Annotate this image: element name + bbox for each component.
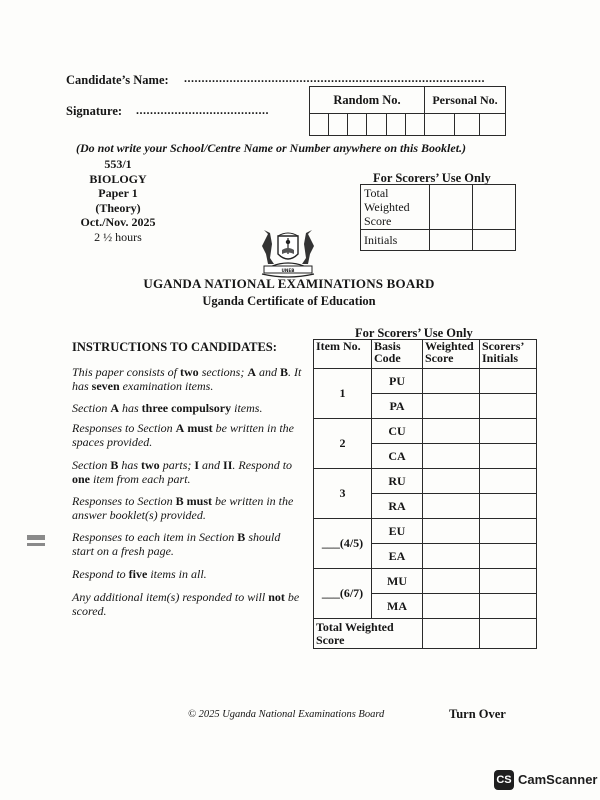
exam-duration: 2 ½ hours (94, 229, 142, 244)
scoring-table (313, 339, 537, 649)
basis-code-header: Basis Code (372, 340, 423, 369)
board-title: UGANDA NATIONAL EXAMINATIONS BOARD (143, 276, 435, 291)
total-initials-cell[interactable] (480, 619, 537, 649)
basis-code: EU (372, 519, 423, 544)
basis-code: PU (372, 369, 423, 394)
initials-cell[interactable] (480, 494, 537, 519)
basis-code: RA (372, 494, 423, 519)
scan-mark (27, 535, 45, 540)
basis-code: MA (372, 594, 423, 619)
weighted-score-cell[interactable] (423, 369, 480, 394)
total-score-cell[interactable] (430, 185, 473, 230)
paper-number: Paper 1 (98, 186, 138, 200)
instruction-item: Responses to Section A must be written in the spaces provided. (72, 421, 294, 449)
scan-mark (27, 543, 45, 546)
personal-digit-box[interactable] (425, 114, 455, 136)
instruction-item: This paper consists of two sections; A and B. It has seven examination items. (72, 365, 302, 393)
random-digit-box[interactable] (367, 114, 386, 136)
total-weighted-score-label: Total Weighted Score (361, 185, 430, 230)
initials-cell[interactable] (480, 394, 537, 419)
random-digit-box[interactable] (386, 114, 405, 136)
copyright-notice: © 2025 Uganda National Examinations Board (188, 709, 385, 720)
weighted-score-cell[interactable] (423, 594, 480, 619)
total-score-cell[interactable] (473, 185, 516, 230)
weighted-score-cell[interactable] (423, 544, 480, 569)
turn-over-label: Turn Over (449, 707, 506, 721)
initials-cell[interactable] (473, 230, 516, 251)
instruction-item: Section B has two parts; I and II. Respond to one item from each part. (72, 458, 293, 486)
personal-digit-box[interactable] (454, 114, 480, 136)
subject-name: BIOLOGY (89, 171, 147, 186)
exam-session: Oct./Nov. 2025 (80, 215, 156, 229)
scoring-row (314, 419, 537, 444)
scoring-table-title: For Scorers’ Use Only (355, 326, 473, 340)
weighted-score-cell[interactable] (423, 419, 480, 444)
instruction-item: Any additional item(s) responded to will not be scored. (72, 590, 300, 618)
paper-code: 553/1 (104, 157, 132, 171)
certificate-title: Uganda Certificate of Education (202, 294, 376, 308)
basis-code: PA (372, 394, 423, 419)
personal-no-label: Personal No. (425, 87, 506, 114)
initials-cell[interactable] (480, 569, 537, 594)
instructions-title: INSTRUCTIONS TO CANDIDATES: (72, 340, 277, 354)
scoring-row (314, 519, 537, 544)
instruction-item: Responses to Section B must be written in the answer booklet(s) provided. (72, 494, 294, 522)
item-no-header: Item No. (314, 340, 372, 369)
weighted-score-cell[interactable] (423, 394, 480, 419)
initials-label: Initials (361, 230, 430, 251)
scoring-row (314, 369, 537, 394)
item-number: ___(4/5) (314, 519, 372, 569)
weighted-score-cell[interactable] (423, 444, 480, 469)
weighted-score-cell[interactable] (423, 569, 480, 594)
item-number: 1 (314, 369, 372, 419)
total-weighted-score-cell[interactable] (423, 619, 480, 649)
instruction-item: Responses to each item in Section B should start on a fresh page. (72, 530, 281, 558)
initials-cell[interactable] (480, 419, 537, 444)
basis-code: CA (372, 444, 423, 469)
random-digit-box[interactable] (310, 114, 329, 136)
item-number: 3 (314, 469, 372, 519)
weighted-score-cell[interactable] (423, 519, 480, 544)
random-digit-box[interactable] (329, 114, 348, 136)
weighted-score-cell[interactable] (423, 494, 480, 519)
candidate-name-field[interactable]: ...................................................................................... (184, 71, 485, 85)
initials-cell[interactable] (480, 444, 537, 469)
candidate-name-label: Candidate’s Name: (66, 73, 169, 87)
weighted-score-cell[interactable] (423, 469, 480, 494)
random-digit-box[interactable] (405, 114, 424, 136)
no-school-name-warning: (Do not write your School/Centre Name or Number anywhere on this Booklet.) (76, 141, 467, 155)
initials-cell[interactable] (480, 544, 537, 569)
instruction-item: Respond to five items in all. (72, 567, 207, 581)
scoring-row (314, 569, 537, 594)
item-number: 2 (314, 419, 372, 469)
basis-code: MU (372, 569, 423, 594)
random-personal-number-box (309, 86, 506, 136)
total-weighted-score-label: Total Weighted Score (314, 619, 423, 649)
initials-cell[interactable] (480, 594, 537, 619)
item-number: ___(6/7) (314, 569, 372, 619)
camscanner-watermark: CamScanner (518, 772, 598, 787)
personal-digit-box[interactable] (480, 114, 506, 136)
camscanner-logo-icon: CS (494, 770, 514, 790)
svg-text:UNEB: UNEB (281, 267, 295, 273)
initials-cell[interactable] (480, 519, 537, 544)
scorers-initials-header: Scorers’ Initials (480, 340, 537, 369)
random-no-label: Random No. (310, 87, 425, 114)
subject-block (68, 157, 168, 244)
signature-field[interactable]: ...................................... (136, 103, 269, 117)
scorers-use-title: For Scorers’ Use Only (373, 171, 491, 185)
signature-label: Signature: (66, 104, 123, 118)
paper-type: (Theory) (95, 200, 141, 215)
initials-cell[interactable] (480, 369, 537, 394)
basis-code: RU (372, 469, 423, 494)
uneb-crest-icon (254, 224, 322, 280)
instruction-item: Section A has three compulsory items. (72, 401, 263, 415)
scorers-use-box-top (360, 184, 516, 251)
basis-code: EA (372, 544, 423, 569)
random-digit-box[interactable] (348, 114, 367, 136)
initials-cell[interactable] (430, 230, 473, 251)
initials-cell[interactable] (480, 469, 537, 494)
weighted-score-header: Weighted Score (423, 340, 480, 369)
scoring-row (314, 469, 537, 494)
basis-code: CU (372, 419, 423, 444)
